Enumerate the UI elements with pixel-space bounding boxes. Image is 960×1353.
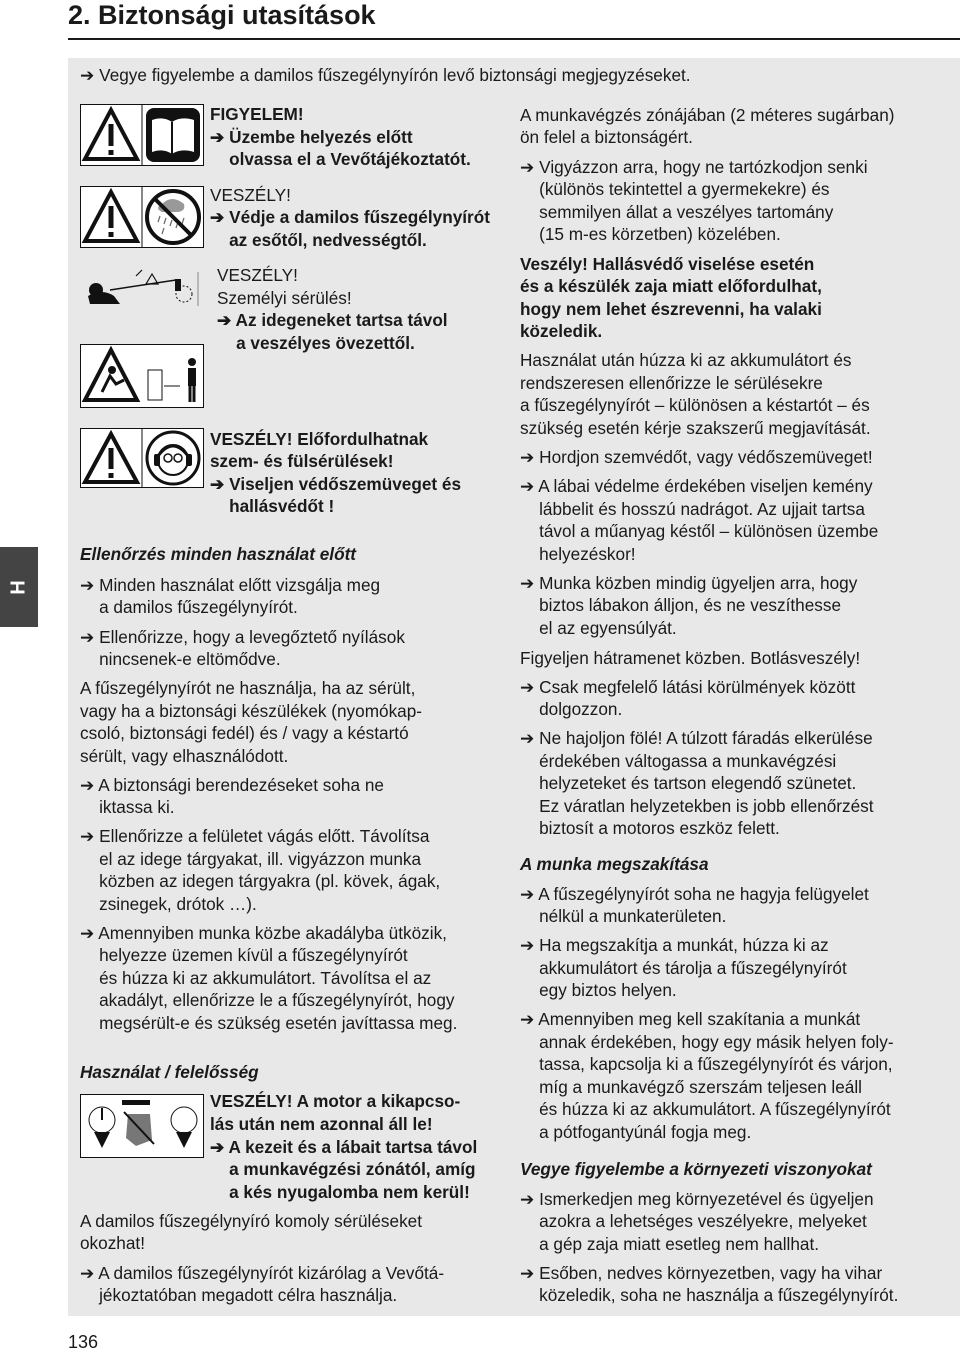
right-r12-3: egy biztos helyen.: [520, 980, 677, 1000]
left-p6-4: akadályt, ellenőrizze le a fűszegélynyírót, hogy: [80, 990, 455, 1010]
warning-no-rain-icon: [80, 186, 204, 248]
right-r14-3: a gép zaja miatt esetleg nem hallhat.: [520, 1234, 820, 1254]
left-p4-1: ➔ A biztonsági berendezéseket soha ne: [80, 775, 384, 795]
keep-bystanders-away-icon: [80, 266, 204, 310]
left-p7-2: okozhat!: [80, 1233, 145, 1253]
warning-thrown-objects-icon: [80, 344, 204, 408]
right-r6-4: helyezéskor!: [520, 544, 636, 564]
right-r4-2: rendszeresen ellenőrizze le sérülésekre: [520, 373, 823, 393]
w4-line-1: VESZÉLY! Előfordulhatnak: [210, 429, 429, 449]
right-r2-1: ➔ Vigyázzon arra, hogy ne tartózkodjon senki: [520, 157, 868, 177]
right-r6-1: ➔ A lábai védelme érdekében viseljen kemény: [520, 476, 873, 496]
left-p2-1: ➔ Ellenőrizze, hogy a levegőztető nyílások: [80, 627, 405, 647]
language-tab: H: [0, 547, 38, 627]
right-r10-2: érdekében váltogassa a munkavégzési: [520, 751, 837, 771]
w5-line-1: VESZÉLY! A motor a kikapcso-: [210, 1091, 461, 1111]
w4-line-3: ➔ Viseljen védőszemüveget és: [210, 474, 462, 494]
left-p1-1: ➔ Minden használat előtt vizsgálja meg: [80, 575, 381, 595]
right-r12-1: ➔ Ha megszakítja a munkát, húzza ki az: [520, 935, 829, 955]
right-r1-1: A munkavégzés zónájában (2 méteres sugárban): [520, 105, 895, 125]
w5-line-5: a kés nyugalomba nem kerül!: [210, 1182, 470, 1202]
section-heading-interrupt: A munka megszakítása: [520, 854, 709, 874]
section-heading-check: Ellenőrzés minden használat előtt: [80, 544, 357, 564]
right-r8-1: Figyeljen hátramenet közben. Botlásveszély!: [520, 648, 861, 668]
left-p4-2: iktassa ki.: [80, 797, 175, 817]
right-r3-4: közeledik.: [520, 321, 603, 341]
title-divider: [68, 38, 960, 40]
right-r2-2: (különös tekintettel a gyermekekre) és: [520, 179, 830, 199]
page-title: 2. Biztonsági utasítások: [68, 0, 376, 30]
right-r6-3: távol a műanyag késtől – különösen üzembe: [520, 521, 879, 541]
right-r4-4: szükség esetén kérje szakszerű megjavítását.: [520, 418, 871, 438]
right-r13-1: ➔ Amennyiben meg kell szakítania a munkát: [520, 1009, 861, 1029]
right-r11-2: nélkül a munkaterületen.: [520, 906, 727, 926]
warning-read-manual-icon: [80, 104, 204, 166]
page-number: 136: [68, 1332, 99, 1352]
right-r7-3: el az egyensúlyát.: [520, 618, 677, 638]
left-p3-4: sérült, vagy elhasználódott.: [80, 746, 289, 766]
right-r13-4: míg a munkavégző szerszám teljesen leáll: [520, 1077, 862, 1097]
right-r13-5: és húzza ki az akkumulátort. A fűszegélynyírót: [520, 1099, 891, 1119]
w3-line-3: ➔ Az idegeneket tartsa távol: [217, 310, 448, 330]
w2-line-3: az esőtől, nedvességtől.: [210, 230, 427, 250]
intro-note: ➔ Vegye figyelembe a damilos fűszegélynyírón levő biztonsági megjegyzéseket.: [80, 65, 691, 85]
right-r9-2: dolgozzon.: [520, 699, 623, 719]
right-r10-3: helyzeteket és tartson elegendő szünetet.: [520, 773, 857, 793]
w5-line-4: a munkavégzési zónától, amíg: [210, 1159, 476, 1179]
w1-line-3: olvassa el a Vevőtájékoztatót.: [210, 149, 471, 169]
w5-line-3: ➔ A kezeit és a lábait tartsa távol: [210, 1137, 478, 1157]
w4-line-2: szem- és fülsérülések!: [210, 451, 394, 471]
right-r10-1: ➔ Ne hajoljon fölé! A túlzott fáradás elkerülése: [520, 728, 873, 748]
right-r9-1: ➔ Csak megfelelő látási körülmények között: [520, 677, 856, 697]
right-r7-1: ➔ Munka közben mindig ügyeljen arra, hogy: [520, 573, 858, 593]
right-r15-1: ➔ Esőben, nedves környezetben, vagy ha vihar: [520, 1263, 883, 1283]
left-p3-1: A fűszegélynyírót ne használja, ha az sérült,: [80, 678, 416, 698]
right-r7-2: biztos lábakon álljon, és ne veszíthesse: [520, 595, 842, 615]
w4-line-4: hallásvédőt !: [210, 496, 335, 516]
right-r3-3: hogy nem lehet észrevenni, ha valaki: [520, 299, 822, 319]
left-p2-2: nincsenek-e eltömődve.: [80, 649, 281, 669]
right-r11-1: ➔ A fűszegélynyírót soha ne hagyja felügyelet: [520, 884, 869, 904]
left-p6-2: helyezze üzemen kívül a fűszegélynyírót: [80, 945, 408, 965]
left-p7-1: A damilos fűszegélynyíró komoly sérüléseket: [80, 1211, 422, 1231]
left-p6-5: megsérült-e és szükség esetén javíttassa meg.: [80, 1013, 458, 1033]
w3-line-1: VESZÉLY!: [217, 265, 298, 285]
left-p8-1: ➔ A damilos fűszegélynyírót kizárólag a Vevőtá-: [80, 1263, 445, 1283]
left-p8-2: jékoztatóban megadott célra használja.: [80, 1285, 398, 1305]
left-p6-3: és húzza ki az akkumulátort. Távolítsa el az: [80, 968, 432, 988]
right-r14-2: azokra a lehetséges veszélyekre, melyeket: [520, 1211, 867, 1231]
right-r14-1: ➔ Ismerkedjen meg környezetével és ügyeljen: [520, 1189, 874, 1209]
right-r10-5: biztosít a motoros eszköz felett.: [520, 818, 780, 838]
right-r13-3: tassa, kapcsolja ki a fűszegélynyírót és várjon,: [520, 1054, 893, 1074]
right-r6-2: lábbelit és hosszú nadrágot. Az ujjait tartsa: [520, 499, 865, 519]
right-r1-2: ön felel a biztonságért.: [520, 127, 693, 147]
left-p3-3: csoló, biztonsági fedél) és / vagy a késtartó: [80, 723, 409, 743]
right-r4-1: Használat után húzza ki az akkumulátort és: [520, 350, 852, 370]
left-p5-2: el az idege tárgyakat, ill. vigyázzon munka: [80, 849, 422, 869]
section-heading-responsibility: Használat / felelősség: [80, 1062, 259, 1082]
w2-line-1: VESZÉLY!: [210, 185, 291, 205]
w3-line-4: a veszélyes övezettől.: [217, 333, 415, 353]
right-r3-1: Veszély! Hallásvédő viselése esetén: [520, 254, 815, 274]
right-r12-2: akkumulátort és tárolja a fűszegélynyírót: [520, 958, 847, 978]
right-r10-4: Ez váratlan helyzetekben is jobb ellenőrzést: [520, 796, 874, 816]
section-heading-environment: Vegye figyelembe a környezeti viszonyokat: [520, 1159, 872, 1179]
left-p5-3: közben az idegen tárgyakra (pl. kövek, ágak,: [80, 871, 441, 891]
right-r13-6: a pótfogantyúnál fogja meg.: [520, 1122, 752, 1142]
w5-line-2: lás után nem azonnal áll le!: [210, 1114, 433, 1134]
right-r3-2: és a készülék zaja miatt előfordulhat,: [520, 276, 822, 296]
left-p3-2: vagy ha a biztonsági készülékek (nyomókap-: [80, 701, 423, 721]
left-p6-1: ➔ Amennyiben munka közbe akadályba ütközik,: [80, 923, 447, 943]
w1-line-2: ➔ Üzembe helyezés előtt: [210, 127, 413, 147]
right-r2-3: semmilyen állat a veszélyes tartomány: [520, 202, 834, 222]
right-r2-4: (15 m-es körzetben) közelében.: [520, 224, 781, 244]
left-p1-2: a damilos fűszegélynyírót.: [80, 597, 298, 617]
right-r15-2: közeledik, soha ne használja a fűszegélynyírót.: [520, 1285, 899, 1305]
w1-line-1: FIGYELEM!: [210, 104, 304, 124]
right-r4-3: a fűszegélynyírót – különösen a késtartót – és: [520, 395, 870, 415]
left-p5-1: ➔ Ellenőrizze a felületet vágás előtt. Távolítsa: [80, 826, 430, 846]
left-p5-4: zsinegek, drótok …).: [80, 894, 257, 914]
right-r5-1: ➔ Hordjon szemvédőt, vagy védőszemüveget!: [520, 447, 873, 467]
w2-line-2: ➔ Védje a damilos fűszegélynyírót: [210, 207, 490, 227]
wear-eye-ear-protection-icon: [80, 428, 204, 488]
right-r13-2: annak érdekében, hogy egy másik helyen foly-: [520, 1032, 894, 1052]
w3-line-2: Személyi sérülés!: [217, 288, 352, 308]
warning-rotating-blade-icon: [80, 1094, 204, 1158]
